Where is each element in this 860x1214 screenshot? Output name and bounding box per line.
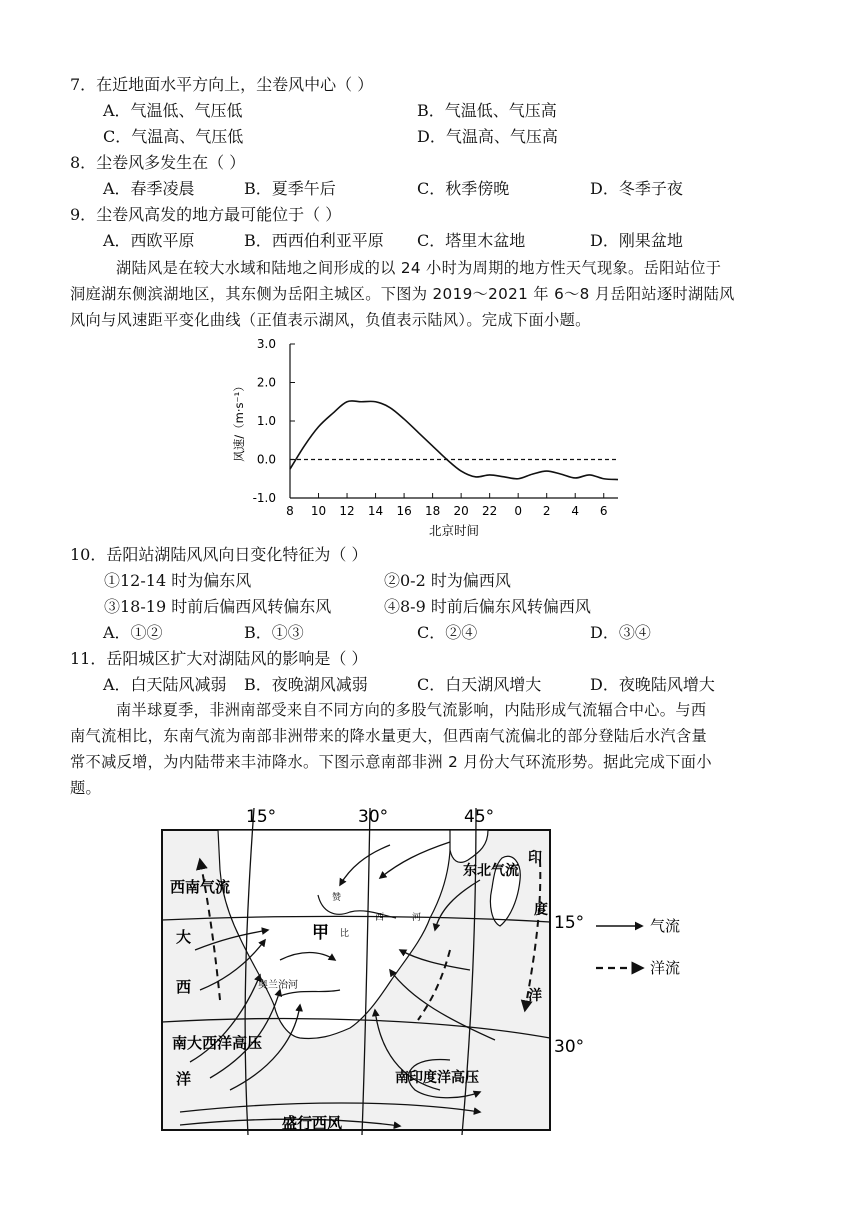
river-label-zan: 赞 [332,893,342,903]
q11-stem: 11．岳阳城区扩大对湖陆风的影响是（ ） [70,649,368,668]
latitude-15-label: 15° [554,913,585,933]
x-tick-label: 10 [310,504,327,518]
x-tick-label: 0 [514,504,522,518]
wind-speed-chart [225,332,625,542]
q9-option-c: C．塔里木盆地 [417,231,526,250]
indian-char-2: 度 [534,902,548,918]
legend-airflow-label: 气流 [650,917,681,935]
q8-option-c: C．秋季傍晚 [417,179,510,198]
q7-stem: 7．在近地面水平方向上，尘卷风中心（ ） [70,75,374,94]
x-tick-label: 20 [453,504,469,518]
q9-option-b: B．西西伯利亚平原 [244,231,384,250]
chart-x-label: 北京时间 [428,523,480,538]
y-tick-label: 2.0 [256,375,276,390]
q8-option-b: B．夏季午后 [244,179,336,198]
y-tick-label: -1.0 [252,491,276,505]
q7-option-a: A．气温低、气压低 [103,101,243,120]
passage1-line3: 风向与风速距平变化曲线（正值表示湖风，负值表示陆风）。完成下面小题。 [70,311,591,329]
longitude-30-label: 30° [358,807,389,827]
passage1-line1: 湖陆风是在较大水域和陆地之间形成的以 24 小时为周期的地方性天气现象。岳阳站位于 [116,259,722,277]
longitude-15-label: 15° [246,807,277,827]
river-label-he: 河 [412,913,422,923]
q8-stem: 8．尘卷风多发生在（ ） [70,153,246,172]
river-label-bi: 比 [340,929,350,939]
q7-option-d: D．气温高、气压高 [417,127,558,146]
chart-y-ticks [253,337,295,505]
q8-option-d: D．冬季子夜 [590,179,683,198]
longitude-45-label: 45° [464,807,495,827]
q10-option-b: B．①③ [244,623,304,642]
q11-option-c: C．白天湖风增大 [417,675,542,694]
q10-statement-1: ①12-14 时为偏东风 [104,571,252,590]
river-label-xi: 西 [375,913,385,923]
q10-option-a: A．①② [103,623,163,642]
atlantic-char-1: 大 [176,928,192,946]
chart-y-label: 风速/（m·s⁻¹） [232,380,246,462]
q10-statement-3: ③18-19 时前后偏西风转偏东风 [104,597,332,616]
passage2-line2: 南气流相比，东南气流为南部非洲带来的降水量更大，但西南气流偏北的部分登陆后水汽含量 [70,727,708,745]
chart-axes [290,344,618,498]
x-tick-label: 18 [424,504,441,518]
s-indian-high-label: 南印度洋高压 [395,1070,479,1086]
atlantic-char-2: 西 [176,978,192,996]
ne-flow-label: 东北气流 [463,863,519,879]
indian-char-3: 洋 [528,988,542,1004]
x-tick-label: 6 [599,504,608,518]
y-tick-label: 0.0 [256,452,276,467]
passage1-line2: 洞庭湖东侧滨湖地区，其东侧为岳阳主城区。下图为 2019～2021 年 6～8 月岳阳站逐时湖陆风 [70,285,735,303]
q10-stem: 10．岳阳站湖陆风风向日变化特征为（ ） [70,545,368,564]
q9-option-a: A．西欧平原 [103,231,195,250]
q9-stem: 9．尘卷风高发的地方最可能位于（ ） [70,205,342,224]
q9-option-d: D．刚果盆地 [590,231,683,250]
location-jia: 甲 [312,923,329,943]
x-tick-label: 16 [396,504,412,518]
q8-option-a: A．春季凌晨 [103,179,195,198]
chart-x-ticks [286,493,607,518]
y-tick-label: 3.0 [256,337,276,351]
x-tick-label: 14 [367,504,384,518]
passage-lake-land-breeze [70,255,792,333]
passage2-line4: 题。 [70,779,102,797]
passage-southern-africa [70,697,792,801]
orange-river-label: 奥兰治河 [258,980,298,991]
q10-option-d: D．③④ [590,623,651,642]
q10-option-c: C．②④ [417,623,478,642]
y-tick-label: 1.0 [256,414,276,428]
q7-option-c: C．气温高、气压低 [103,127,244,146]
q10-statement-2: ②0-2 时为偏西风 [384,571,511,590]
x-tick-label: 4 [571,504,580,518]
x-tick-label: 12 [339,504,355,518]
sw-flow-label: 西南气流 [170,878,231,896]
q7-option-b: B．气温低、气压高 [417,101,557,120]
s-atlantic-high-label: 南大西洋高压 [172,1034,263,1052]
atlantic-char-3: 洋 [176,1070,192,1088]
x-tick-label: 22 [482,504,498,518]
passage2-line1: 南半球夏季，非洲南部受来自不同方向的多股气流影响，内陆形成气流辐合中心。与西 [116,701,707,719]
wind-anomaly-line [290,401,618,480]
passage2-line3: 常不减反增，为内陆带来丰沛降水。下图示意南部非洲 2 月份大气环流形势。据此完成下面小 [70,753,712,771]
indian-char-1: 印 [528,850,542,866]
x-tick-label: 2 [542,504,551,518]
southern-africa-circulation-map [150,800,720,1135]
q11-option-d: D．夜晚陆风增大 [590,675,715,694]
x-tick-label: 8 [286,504,294,518]
q10-statement-4: ④8-9 时前后偏东风转偏西风 [384,597,591,616]
latitude-30-label: 30° [554,1037,585,1057]
q11-option-b: B．夜晚湖风减弱 [244,675,368,694]
westerlies-label: 盛行西风 [282,1114,343,1132]
legend-current-label: 洋流 [650,959,681,977]
q11-option-a: A．白天陆风减弱 [103,675,227,694]
